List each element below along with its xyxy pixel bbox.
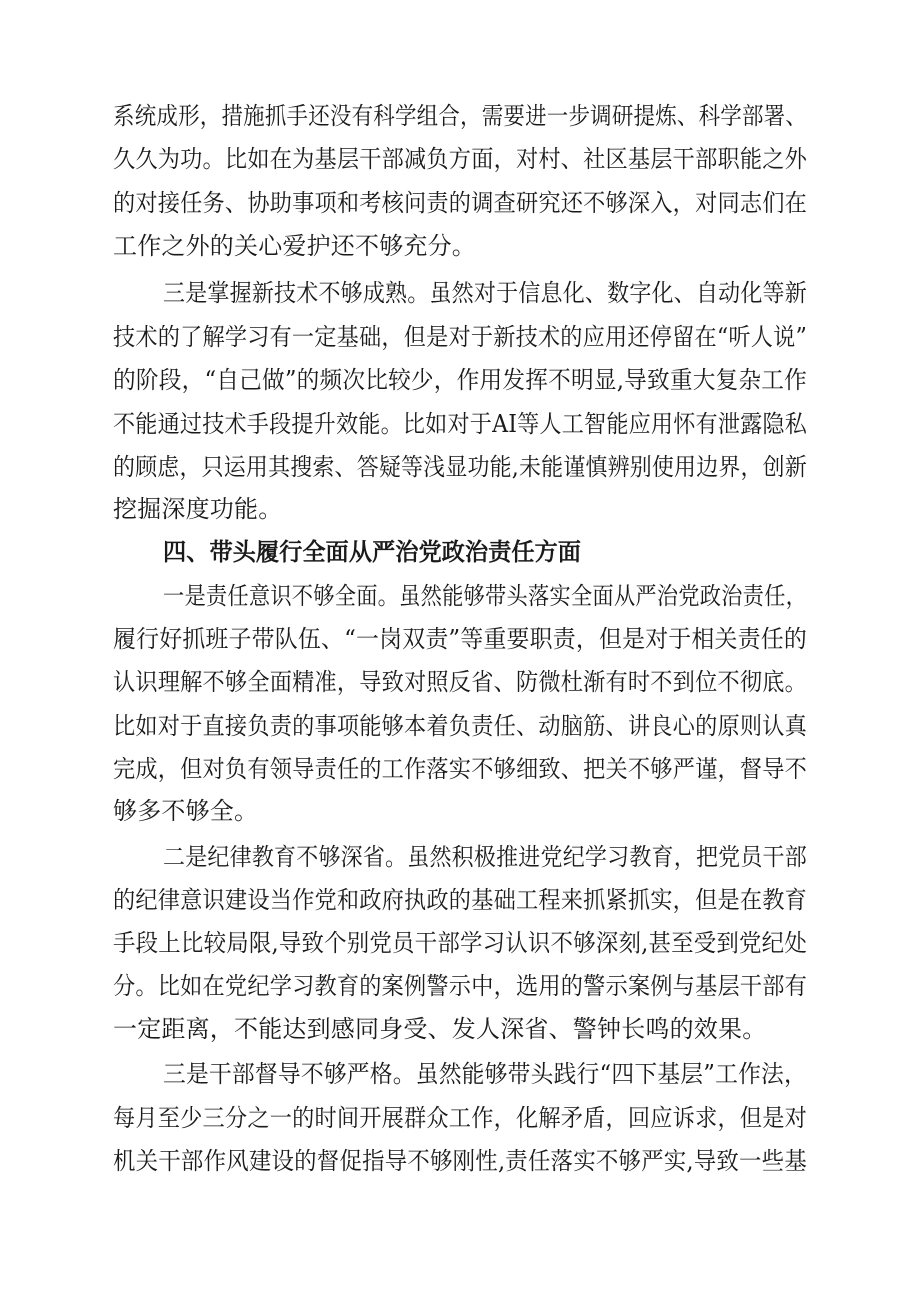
text-line: 完成，但对负有领导责任的工作落实不够细致、把关不够严谨，督导不 [113,755,808,783]
text-line: 机关干部作风建设的督促指导不够刚性,责任落实不够严实,导致一些基 [113,1147,807,1175]
text-line: 挖掘深度功能。 [113,495,283,523]
text-line: 工作之外的关心爱护还不够充分。 [113,232,476,260]
text-line: 久久为功。比如在为基层干部减负方面，对村、社区基层干部职能之外 [113,145,808,173]
text-line: 一是责任意识不够全面。虽然能够带头落实全面从严治党政治责任， [163,582,808,610]
text-line: 三是掌握新技术不够成熟。虽然对于信息化、数字化、自动化等新 [163,279,807,307]
text-line: 一定距离，不能达到感同身受、发人深省、警钟长鸣的效果。 [113,1015,767,1043]
text-line: 够多不够全。 [113,797,259,825]
text-line: 技术的了解学习有一定基础，但是对于新技术的应用还停留在“听人说” [113,323,808,351]
text-line: 分。比如在党纪学习教育的案例警示中，选用的警示案例与基层干部有 [113,972,808,1000]
text-line: 的纪律意识建设当作党和政府执政的基础工程来抓紧抓实，但是在教育 [113,886,808,914]
text-line: 比如对于直接负责的事项能够本着负责任、动脑筋、讲良心的原则认真 [113,712,808,740]
text-line: 认识理解不够全面精准，导致对照反省、防微杜渐有时不到位不彻底。 [113,668,808,696]
text-line: 每月至少三分之一的时间开展群众工作，化解矛盾，回应诉求，但是对 [113,1104,808,1132]
text-line: 二是纪律教育不够深省。虽然积极推进党纪学习教育，把党员干部 [163,843,807,871]
text-line: 的顾虑，只运用其搜索、答疑等浅显功能,未能谨慎辨别使用边界，创新 [113,453,807,481]
text-line: 的阶段，“自己做”的频次比较少，作用发挥不明显,导致重大复杂工作 [113,366,808,394]
text-line: 不能通过技术手段提升效能。比如对于AI等人工智能应用怀有泄露隐私 [113,410,808,438]
text-line: 的对接任务、协助事项和考核问责的调查研究还不够深入，对同志们在 [113,189,808,217]
text-line: 手段上比较局限,导致个别党员干部学习认识不够深刻,甚至受到党纪处 [113,929,807,957]
text-line: 履行好抓班子带队伍、“一岗双责”等重要职责，但是对于相关责任的 [113,625,807,653]
section-heading: 四、带头履行全面从严治党政治责任方面 [163,538,582,566]
text-line: 三是干部督导不够严格。虽然能够带头践行“四下基层”工作法， [163,1060,808,1088]
text-line: 系统成形，措施抓手还没有科学组合，需要进一步调研提炼、科学部署、 [113,102,808,130]
